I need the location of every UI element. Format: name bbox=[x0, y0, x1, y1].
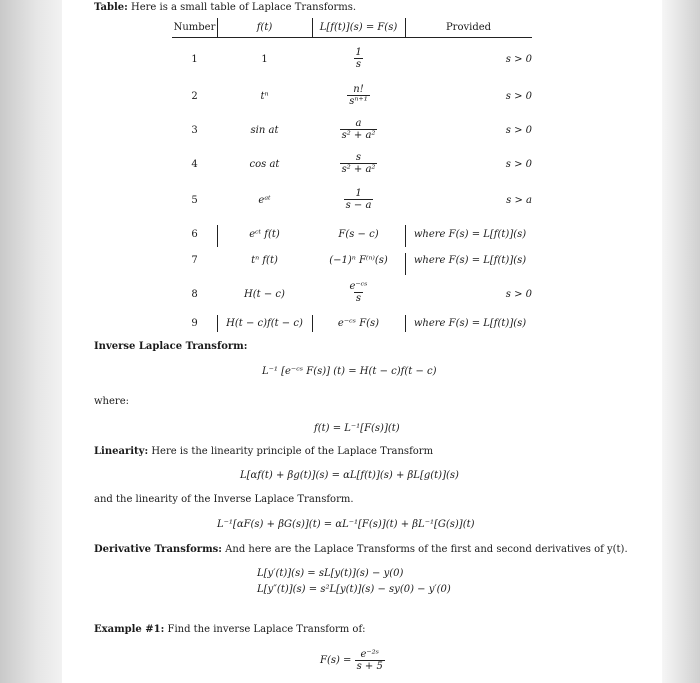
row-F bbox=[312, 281, 405, 304]
linearity-inverse-formula: L⁻¹[αF(s) + βG(s)](t) = αL⁻¹[F(s)](t) + βL⁻¹[G(s)](t) bbox=[217, 519, 475, 530]
left-background-edge bbox=[0, 0, 62, 683]
table-vrule bbox=[405, 315, 406, 332]
right-background-edge bbox=[662, 0, 700, 683]
example-numerator: e⁻²ˢ bbox=[360, 649, 380, 660]
F-denominator: s − a bbox=[345, 200, 372, 211]
header-provided: Provided bbox=[445, 22, 492, 33]
F-numerator: 1 bbox=[355, 47, 362, 58]
row-F bbox=[312, 118, 405, 141]
row-cond: s > 0 bbox=[505, 159, 532, 170]
table-header-rule bbox=[172, 37, 532, 38]
example-text: Find the inverse Laplace Transform of: bbox=[167, 624, 366, 635]
derivative-line bbox=[94, 544, 628, 555]
linearity-inverse-text: and the linearity of the Inverse Laplace Transform. bbox=[94, 494, 354, 505]
row-number: 8 bbox=[191, 289, 198, 300]
row-f: tⁿ f(t) bbox=[251, 255, 278, 266]
row-cond: where F(s) = L[f(t)](s) bbox=[413, 229, 527, 240]
F-numerator: n! bbox=[353, 84, 364, 95]
row-cond: s > 0 bbox=[505, 54, 532, 65]
linearity-text: Here is the linearity principle of the Laplace Transform bbox=[151, 446, 434, 457]
F-denominator: s² + a² bbox=[341, 130, 376, 141]
row-number: 7 bbox=[191, 255, 198, 266]
linearity-label: Linearity: bbox=[94, 446, 149, 457]
derivative-text: And here are the Laplace Transforms of the first and second derivatives of y(t). bbox=[225, 544, 628, 555]
document-page bbox=[62, 0, 662, 683]
row-number: 1 bbox=[191, 54, 198, 65]
derivative-formula-1: L[y′(t)](s) = sL[y(t)](s) − y(0) bbox=[257, 568, 404, 579]
inverse-heading: Inverse Laplace Transform: bbox=[94, 341, 248, 352]
row-cond: s > a bbox=[506, 195, 532, 206]
header-f: f(t) bbox=[256, 22, 273, 33]
F-denominator: s bbox=[355, 59, 362, 70]
example-line bbox=[94, 624, 366, 635]
linearity-formula: L[αf(t) + βg(t)](s) = αL[f(t)](s) + βL[g(t)](s) bbox=[240, 470, 459, 481]
F-numerator: a bbox=[355, 118, 362, 129]
caption-label: Table: bbox=[94, 2, 128, 13]
row-f: eᵃᵗ bbox=[258, 195, 271, 206]
derivative-formula-2: L[y″(t)](s) = s²L[y(t)](s) − sy(0) − y′(0) bbox=[257, 584, 451, 595]
row-F bbox=[312, 47, 405, 70]
inverse-formula: L⁻¹ [e⁻ᶜˢ F(s)] (t) = H(t − c)f(t − c) bbox=[262, 366, 437, 377]
F-denominator: sⁿ⁺¹ bbox=[349, 96, 368, 107]
row-number: 4 bbox=[191, 159, 198, 170]
row-F: F(s − c) bbox=[338, 229, 379, 240]
row-number: 2 bbox=[191, 91, 198, 102]
where-label: where: bbox=[94, 396, 129, 407]
F-numerator: e⁻ᶜˢ bbox=[349, 281, 368, 292]
row-F bbox=[312, 84, 405, 107]
example-formula bbox=[320, 649, 385, 672]
F-denominator: s bbox=[355, 293, 362, 304]
derivative-label: Derivative Transforms: bbox=[94, 544, 222, 555]
table-vrule bbox=[405, 253, 406, 275]
header-F: L[f(t)](s) = F(s) bbox=[319, 22, 398, 33]
example-denominator: s + 5 bbox=[356, 661, 383, 672]
row-F bbox=[312, 188, 405, 211]
row-cond: s > 0 bbox=[505, 289, 532, 300]
row-f: sin at bbox=[250, 125, 279, 136]
table-vrule bbox=[405, 225, 406, 247]
F-numerator: 1 bbox=[355, 188, 362, 199]
row-cond: s > 0 bbox=[505, 125, 532, 136]
example-label: Example #1: bbox=[94, 624, 165, 635]
caption-text: Here is a small table of Laplace Transforms. bbox=[131, 2, 357, 13]
row-cond: s > 0 bbox=[505, 91, 532, 102]
F-numerator: s bbox=[355, 152, 362, 163]
row-f: tⁿ bbox=[260, 91, 269, 102]
row-cond: where F(s) = L[f(t)](s) bbox=[413, 255, 527, 266]
row-number: 6 bbox=[191, 229, 198, 240]
row-f: cos at bbox=[249, 159, 280, 170]
row-cond: where F(s) = L[f(t)](s) bbox=[413, 318, 527, 329]
row-F: (−1)ⁿ F⁽ⁿ⁾(s) bbox=[329, 255, 388, 266]
header-number: Number bbox=[173, 22, 216, 33]
F-denominator: s² + a² bbox=[341, 164, 376, 175]
row-F: e⁻ᶜˢ F(s) bbox=[337, 318, 380, 329]
row-f: eᶜᵗ f(t) bbox=[249, 229, 280, 240]
table-caption bbox=[94, 2, 356, 13]
example-lhs: F(s) = bbox=[320, 655, 352, 666]
row-number: 9 bbox=[191, 318, 198, 329]
where-formula: f(t) = L⁻¹[F(s)](t) bbox=[314, 423, 400, 434]
row-f: H(t − c)f(t − c) bbox=[226, 318, 303, 329]
row-f: 1 bbox=[261, 54, 268, 65]
row-number: 5 bbox=[191, 195, 198, 206]
linearity-line bbox=[94, 446, 433, 457]
row-f: H(t − c) bbox=[244, 289, 285, 300]
row-number: 3 bbox=[191, 125, 198, 136]
row-F bbox=[312, 152, 405, 175]
